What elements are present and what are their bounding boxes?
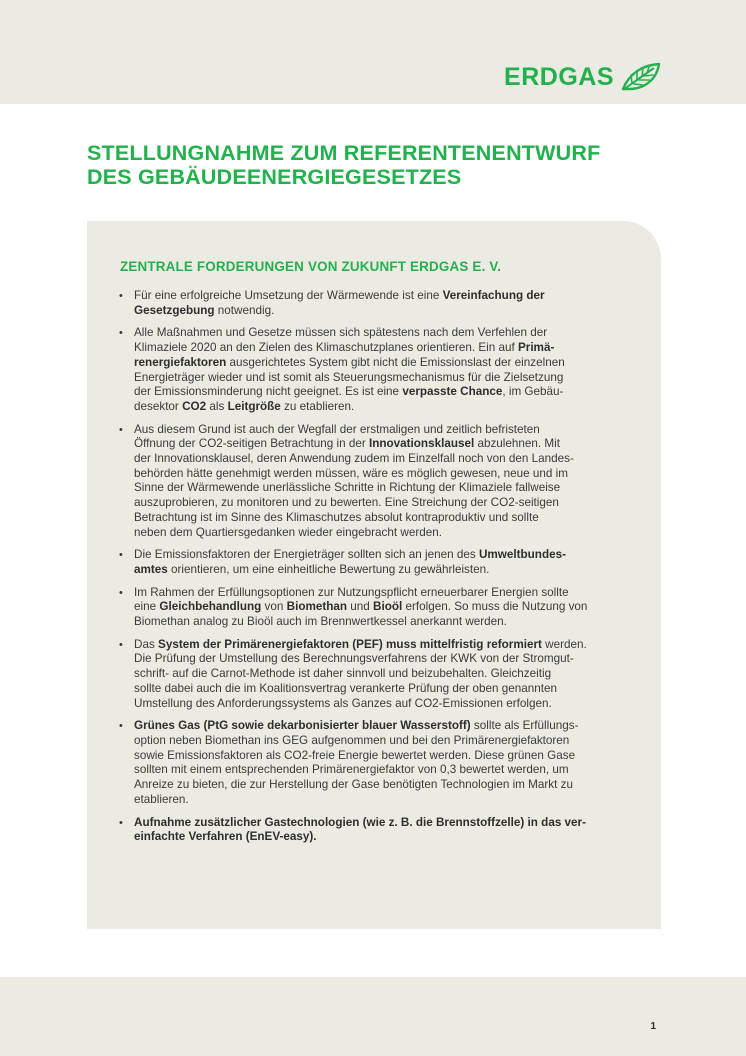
text-line <box>134 682 622 697</box>
bold-text: Gesetzgebung <box>134 303 215 317</box>
text-line <box>134 697 622 712</box>
bold-text: Aufnahme zusätzlicher Gastechnologien (wie z. B. die Brennstoffzelle) in das ver- <box>134 815 587 829</box>
text-segment: der Innovationsklausel, deren Anwendung zudem im Einzelfall noch von den Landes- <box>134 452 574 466</box>
bullet-marker: • <box>119 638 123 651</box>
text-segment: Öffnung der CO2-seitigen Betrachtung in der <box>134 437 369 451</box>
text-segment: werden. <box>541 637 587 651</box>
page-title <box>87 141 687 189</box>
bullet-marker: • <box>119 549 123 562</box>
text-line <box>134 289 622 304</box>
text-line <box>134 749 622 764</box>
demands-panel <box>87 221 661 929</box>
leaf-icon <box>620 62 662 92</box>
list-item <box>117 638 622 712</box>
list-item <box>117 548 622 577</box>
text-segment: Biomethan analog zu Bioöl auch im Brennwertkessel anerkannt werden. <box>134 615 507 629</box>
text-line <box>134 526 622 541</box>
page-number: 1 <box>650 1021 656 1032</box>
bold-text: Bioöl <box>373 600 403 614</box>
text-line <box>134 763 622 778</box>
text-segment: und <box>347 600 374 614</box>
demands-list <box>117 289 622 853</box>
text-segment: behörden hätte genehmigt werden müssen, wäre es möglich gewesen, neue und im <box>134 466 569 480</box>
title-line-2: DES GEBÄUDEENERGIEGESETZES <box>87 165 462 189</box>
bold-text: Biomethan <box>286 600 348 614</box>
text-line <box>134 830 622 845</box>
text-line <box>134 423 622 438</box>
text-line <box>134 600 622 615</box>
text-segment: notwendig. <box>214 303 275 317</box>
text-segment: Energieträger wieder und ist somit als Steuerungsmechanismus für die Zielsetzung <box>134 370 564 384</box>
text-segment: neben dem Quartiersgedanken wieder eingebracht werden. <box>134 525 442 539</box>
text-segment: auszuprobieren, zu monitoren und zu bewerten. Eine Streichung der CO2-seitigen <box>134 496 559 510</box>
footer-band <box>0 977 746 1056</box>
text-line <box>134 496 622 511</box>
text-line <box>134 615 622 630</box>
section-heading: ZENTRALE FORDERUNGEN VON ZUKUNFT ERDGAS E. V. <box>120 259 502 274</box>
text-line <box>134 481 622 496</box>
text-line <box>134 400 622 415</box>
bold-text: Umweltbundes- <box>478 548 566 562</box>
text-line <box>134 793 622 808</box>
text-segment: sollten mit einem entsprechenden Primärenergiefaktor von 0,3 bewertet werden, um <box>134 763 569 777</box>
text-segment: desektor <box>134 399 183 413</box>
text-line <box>134 385 622 400</box>
text-line <box>134 816 622 831</box>
bold-text: Innovationsklausel <box>368 437 475 451</box>
text-line <box>134 511 622 526</box>
text-segment: Für eine erfolgreiche Umsetzung der Wärmewende ist eine <box>134 289 443 302</box>
text-segment: sollte dabei auch die im Koalitionsvertrag verankerte Prüfung der oben genannten <box>134 681 557 695</box>
text-line <box>134 326 622 341</box>
text-segment: Betrachtung ist im Sinne des Klimaschutzes absolut kontraproduktiv und sollte <box>134 510 539 524</box>
list-item <box>117 719 622 807</box>
text-line <box>134 778 622 793</box>
text-line <box>134 371 622 386</box>
text-segment: Die Emissionsfaktoren der Energieträger sollten sich an jenen des <box>134 548 479 562</box>
bullet-marker: • <box>119 720 123 733</box>
bold-text: amtes <box>134 562 168 576</box>
text-line <box>134 467 622 482</box>
bold-text: Gleichbehandlung <box>159 600 262 614</box>
text-segment: abzulehnen. Mit <box>474 437 560 451</box>
bold-text: verpasste Chance <box>402 385 503 399</box>
text-segment: , im Gebäu- <box>502 385 564 399</box>
text-line <box>134 356 622 371</box>
text-segment: Alle Maßnahmen und Gesetze müssen sich spätestens nach dem Verfehlen der <box>134 326 548 340</box>
list-item <box>117 326 622 414</box>
erdgas-logo <box>504 62 662 92</box>
text-line <box>134 341 622 356</box>
text-segment: orientieren, um eine einheitliche Bewertung zu gewährleisten. <box>167 562 490 576</box>
logo-text: ERDGAS <box>504 62 614 91</box>
text-line <box>134 548 622 563</box>
list-item <box>117 586 622 630</box>
text-segment: sollte als Erfüllungs- <box>470 719 579 733</box>
text-line <box>134 638 622 653</box>
bullet-marker: • <box>119 327 123 340</box>
bold-text: Leitgröße <box>227 399 281 413</box>
bold-text: Vereinfachung der <box>442 289 545 302</box>
text-segment: Im Rahmen der Erfüllungsoptionen zur Nutzungspflicht erneuerbarer Energien sollte <box>134 585 569 599</box>
text-segment: eine <box>134 600 160 614</box>
text-line <box>134 719 622 734</box>
bold-text: einfachte Verfahren (EnEV-easy). <box>134 830 317 844</box>
text-line <box>134 734 622 749</box>
text-segment: ausgerichtetes System gibt nicht die Emissionslast der einzelnen <box>226 355 565 369</box>
bold-text: Grünes Gas (PtG sowie dekarbonisierter blauer Wasserstoff) <box>134 719 471 733</box>
text-segment: von <box>261 600 287 614</box>
text-segment: Klimaziele 2020 an den Zielen des Klimaschutzplanes orientieren. Ein auf <box>134 341 518 355</box>
text-line <box>134 586 622 601</box>
text-segment: als <box>206 399 228 413</box>
text-segment: der Emissionsminderung nicht geeignet. Es ist eine <box>134 385 403 399</box>
bullet-marker: • <box>119 423 123 436</box>
bold-text: renergiefaktoren <box>134 355 227 369</box>
text-segment: sowie Emissionsfaktoren als CO2-freie Energie bewertet werden. Diese grünen Gase <box>134 748 576 762</box>
list-item <box>117 816 622 845</box>
text-segment: Sinne der Wärmewende unerlässliche Schritte in Richtung der Klimaziele fallweise <box>134 481 561 495</box>
text-segment: option neben Biomethan ins GEG aufgenommen und bei den Primärenergiefaktoren <box>134 733 570 747</box>
text-line <box>134 452 622 467</box>
bullet-marker: • <box>119 586 123 599</box>
text-segment: Anreize zu bieten, die zur Herstellung der Gase benötigten Technologien im Markt zu <box>134 778 573 792</box>
bullet-marker: • <box>119 816 123 829</box>
list-item <box>117 423 622 541</box>
bullet-marker: • <box>119 290 123 302</box>
title-line-1: STELLUNGNAHME ZUM REFERENTENENTWURF <box>87 141 601 165</box>
bold-text: System der Primärenergiefaktoren (PEF) muss mittelfristig reformiert <box>158 637 542 651</box>
text-line <box>134 304 622 319</box>
text-segment: schrift- auf die Carnot-Methode ist daher sinnvoll und beizubehalten. Gleichzeitig <box>134 667 552 681</box>
text-line <box>134 563 622 578</box>
text-line <box>134 652 622 667</box>
bold-text: Primä- <box>517 341 555 355</box>
text-segment: erfolgen. So muss die Nutzung von <box>402 600 588 614</box>
text-segment: zu etablieren. <box>280 399 355 413</box>
text-line <box>134 437 622 452</box>
bold-text: CO2 <box>182 399 207 413</box>
text-segment: Aus diesem Grund ist auch der Wegfall der erstmaligen und zeitlich befristeten <box>134 422 540 436</box>
text-segment: Umstellung des Anforderungssystems als Ganzes auf CO2-Emissionen erfolgen. <box>134 696 552 710</box>
list-item <box>117 289 622 318</box>
text-segment: etablieren. <box>134 792 189 806</box>
text-segment: Die Prüfung der Umstellung des Berechnungsverfahrens der KWK von der Stromgut- <box>134 652 574 666</box>
text-line <box>134 667 622 682</box>
text-segment: Das <box>134 637 159 651</box>
